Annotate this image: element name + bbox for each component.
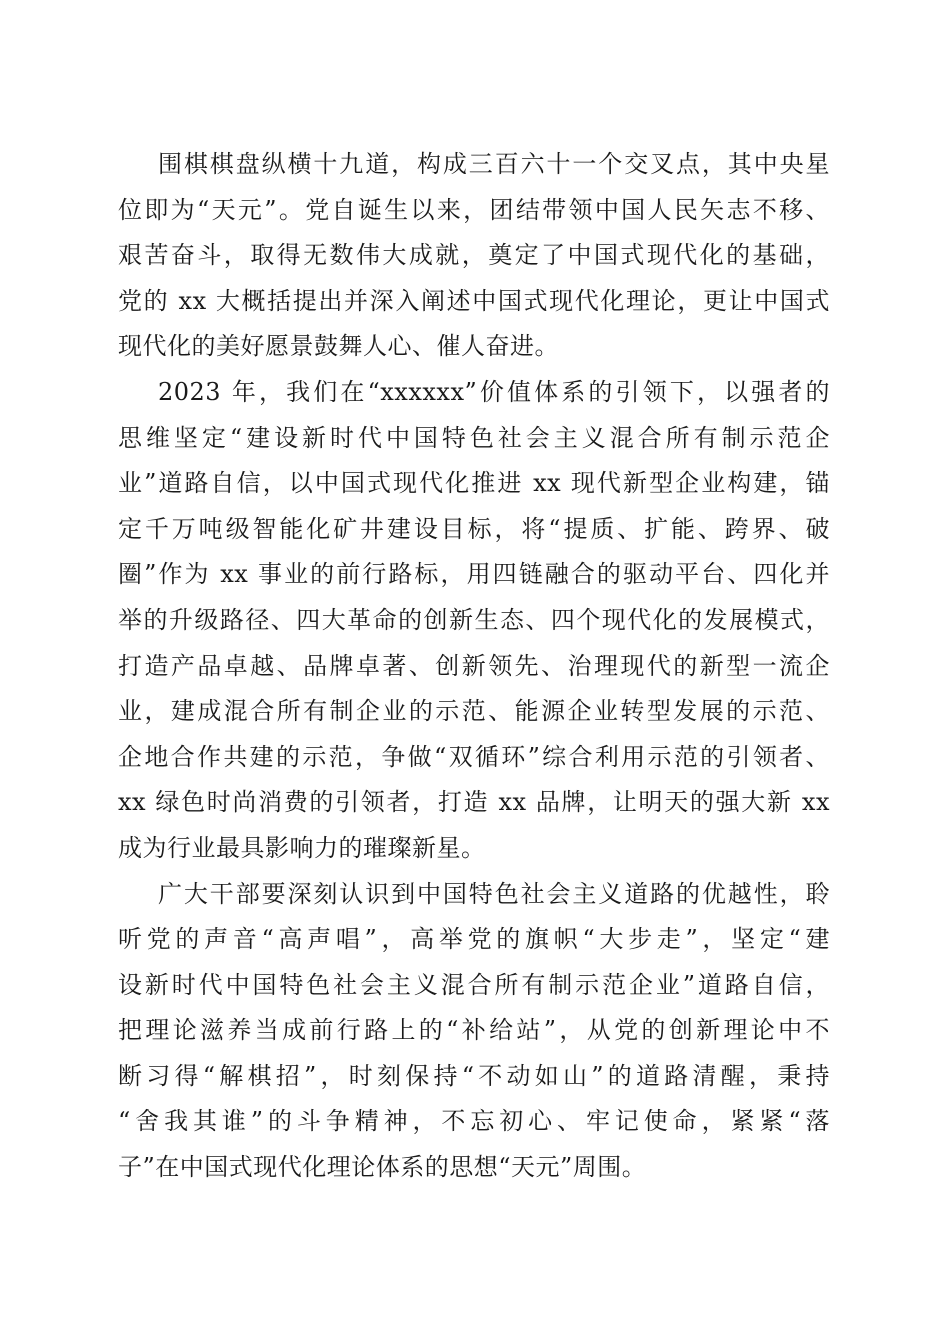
paragraph-2: [118, 370, 830, 872]
text-line: 设新时代中国特色社会主义混合所有制示范企业”道路自信，: [118, 970, 830, 999]
text-line: 现代化的美好愿景鼓舞人心、催人奋进。: [118, 332, 559, 361]
text-line: xx 绿色时尚消费的引领者，打造 xx 品牌，让明天的强大新 xx: [118, 788, 830, 817]
text-line: 圈”作为 xx 事业的前行路标，用四链融合的驱动平台、四化并: [118, 560, 830, 589]
text-line: “舍我其谁”的斗争精神，不忘初心、牢记使命，紧紧“落: [118, 1107, 830, 1136]
text-line: 打造产品卓越、品牌卓著、创新领先、治理现代的新型一流企: [118, 651, 830, 680]
text-line: 艰苦奋斗，取得无数伟大成就，奠定了中国式现代化的基础，: [118, 241, 830, 270]
text-line: 围棋棋盘纵横十九道，构成三百六十一个交叉点，其中央星: [158, 150, 830, 178]
text-line: 企地合作共建的示范，争做“双循环”综合利用示范的引领者、: [118, 742, 830, 771]
text-line: 定千万吨级智能化矿井建设目标，将“提质、扩能、跨界、破: [118, 514, 830, 543]
text-line: 把理论滋养当成前行路上的“补给站”，从党的创新理论中不: [118, 1016, 830, 1045]
text-line: 断习得“解棋招”，时刻保持“不动如山”的道路清醒，秉持: [118, 1061, 830, 1090]
text-line: 思维坚定“建设新时代中国特色社会主义混合所有制示范企: [118, 423, 830, 452]
document-body: [118, 142, 830, 1191]
text-line: 成为行业最具影响力的璀璨新星。: [118, 833, 486, 862]
text-line: 广大干部要深刻认识到中国特色社会主义道路的优越性，聆: [158, 879, 830, 908]
text-line: 2023 年，我们在“xxxxxx”价值体系的引领下，以强者的: [158, 377, 830, 406]
text-line: 党的 xx 大概括提出并深入阐述中国式现代化理论，更让中国式: [118, 286, 830, 315]
paragraph-3: [118, 872, 830, 1191]
text-line: 听党的声音“高声唱”，高举党的旗帜“大步走”，坚定“建: [118, 925, 830, 954]
text-line: 位即为“天元”。党自诞生以来，团结带领中国人民矢志不移、: [118, 195, 830, 224]
paragraph-1: [118, 142, 830, 370]
text-line: 举的升级路径、四大革命的创新生态、四个现代化的发展模式，: [118, 605, 830, 634]
text-line: 业”道路自信，以中国式现代化推进 xx 现代新型企业构建，锚: [118, 469, 830, 498]
text-line: 子”在中国式现代化理论体系的思想“天元”周围。: [118, 1153, 647, 1182]
text-line: 业，建成混合所有制企业的示范、能源企业转型发展的示范、: [118, 697, 830, 726]
